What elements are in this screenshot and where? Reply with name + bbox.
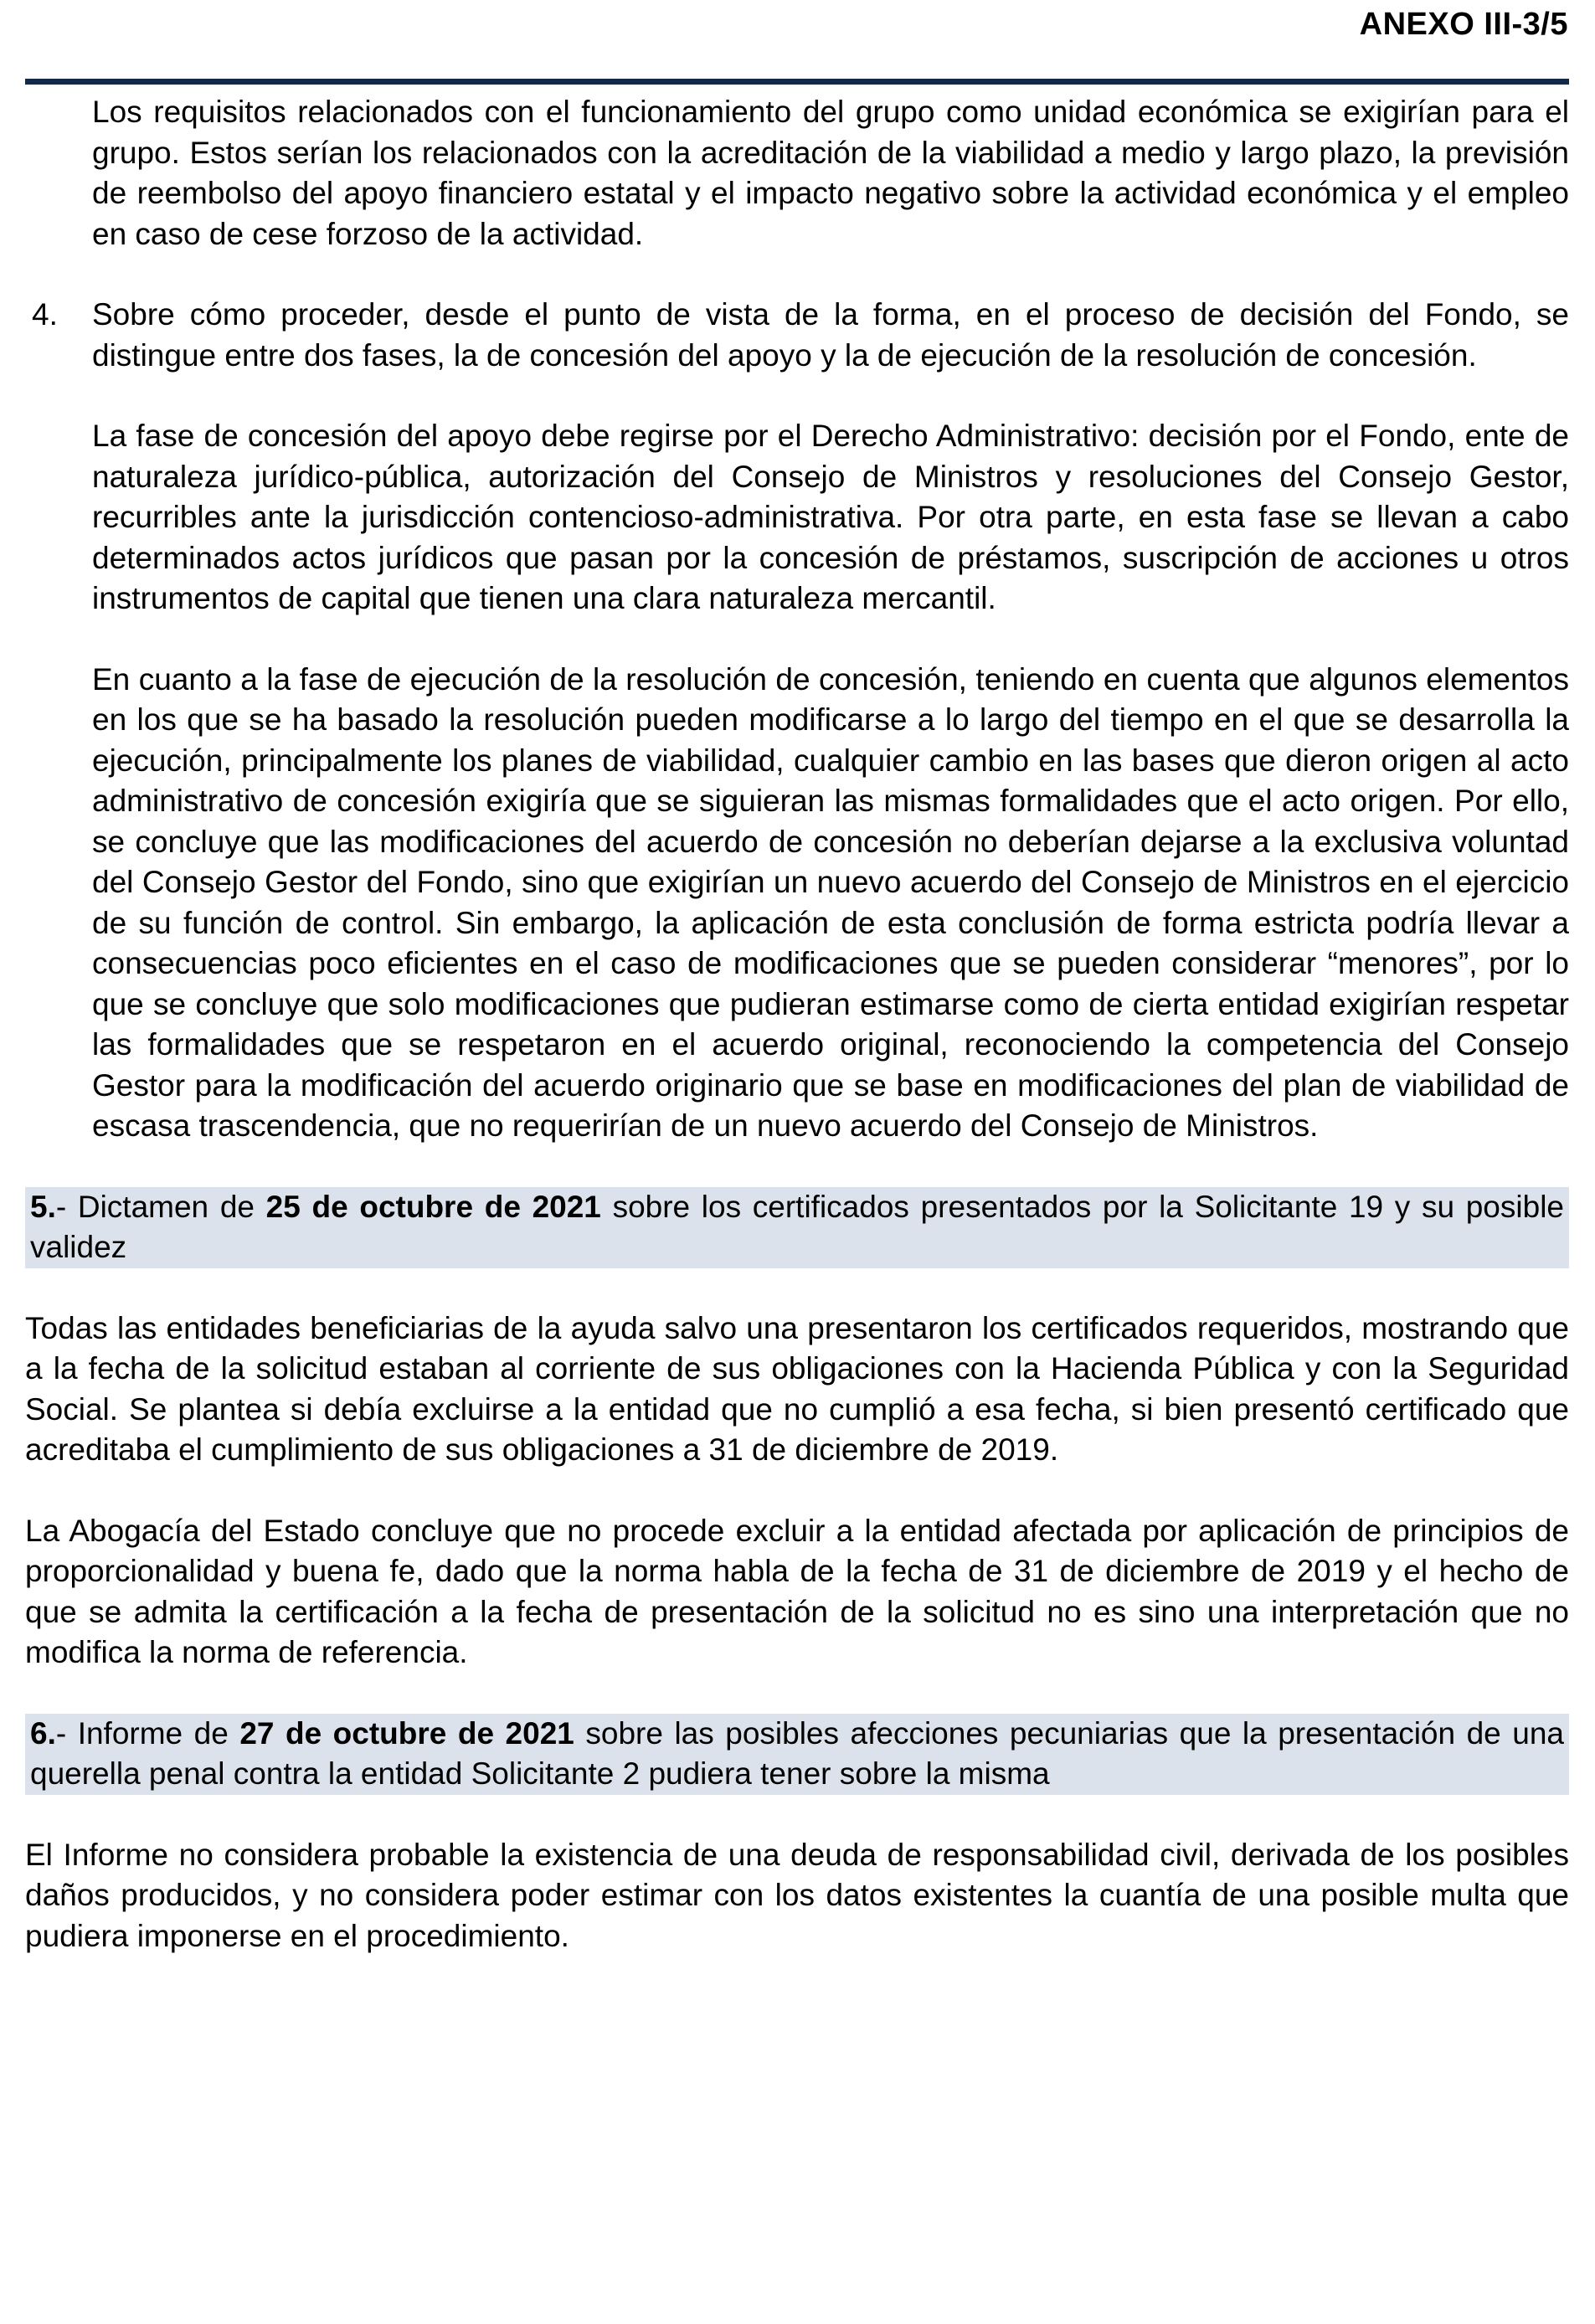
section-5-date: 25 de octubre de 2021 (265, 1189, 601, 1224)
section-5-number: 5. (30, 1189, 56, 1224)
header-divider (25, 79, 1569, 85)
section-5-heading (25, 1187, 1569, 1268)
section-6-paragraph-1: El Informe no considera probable la existencia de una deuda de responsabilidad civil, derivada de los posibles daños producidos, y no considera poder estimar con los datos existentes la cuantía de una posible multa que pudiera imponerse en el procedimiento. (25, 1837, 1569, 1953)
annex-code: ANEXO III-3/5 (1359, 7, 1568, 42)
section-5-paragraph-2: La Abogacía del Estado concluye que no procede excluir a la entidad afectada por aplicación de principios de proporcionalidad y buena fe, dado que la norma habla de la fecha de 31 de diciembre de 2019 y el hecho de que se admita la certificación a la fecha de presentación de la solicitud no es sino una interpretación que no modifica la norma de referencia. (25, 1513, 1569, 1669)
section-6-prefix: - Informe de (55, 1715, 240, 1751)
document-body (25, 92, 1569, 1956)
section-5-paragraph-1: Todas las entidades beneficiarias de la ayuda salvo una presentaron los certificados requeridos, mostrando que a la fecha de la solicitud estaban al corriente de sus obligaciones con la Hacienda Pública y con la Seguridad Social. Se plantea si debía excluirse a la entidad que no cumplió a esa fecha, si bien presentó certificado que acreditaba el cumplimiento de sus obligaciones a 31 de diciembre de 2019. (25, 1310, 1569, 1467)
section-5-prefix: - Dictamen de (55, 1189, 266, 1224)
item-4-paragraph-2: La fase de concesión del apoyo debe regirse por el Derecho Administrativo: decisión por el Fondo, ente de naturaleza jurídico-pública, autorización del Consejo de Ministros y resoluciones del Consejo Gestor, recurribles ante la jurisdicción contencioso-administrativa. Por otra parte, en esta fase se llevan a cabo determinados actos jurídicos que pasan por la concesión de préstamos, suscripción de acciones u otros instrumentos de capital que tienen una clara naturaleza mercantil. (92, 419, 1569, 615)
item-4-number: 4. (32, 297, 58, 332)
intro-paragraph: Los requisitos relacionados con el funcionamiento del grupo como unidad económica se exigirían para el grupo. Estos serían los relacionados con la acreditación de la viabilidad a medio y largo plazo, la previsión de reembolso del apoyo financiero estatal y el impacto negativo sobre la actividad económica y el empleo en caso de cese forzoso de la actividad. (92, 95, 1569, 251)
section-6-suffix: sobre las posibles afecciones pecuniarias que la presentación de una querella penal contra la entidad Solicitante 2 pudiera tener sobre la misma (30, 1715, 1564, 1791)
section-6-date: 27 de octubre de 2021 (239, 1715, 574, 1751)
item-4 (25, 295, 1569, 376)
section-6-heading (25, 1714, 1569, 1795)
section-5-suffix: sobre los certificados presentados por la Solicitante 19 y su posible validez (30, 1189, 1564, 1264)
item-4-text: Sobre cómo proceder, desde el punto de vista de la forma, en el proceso de decisión del Fondo, se distingue entre dos fases, la de concesión del apoyo y la de ejecución de la resolución de concesión. (92, 297, 1569, 373)
section-6-number: 6. (30, 1715, 56, 1751)
item-4-paragraph-3: En cuanto a la fase de ejecución de la resolución de concesión, teniendo en cuenta que algunos elementos en los que se ha basado la resolución pueden modificarse a lo largo del tiempo en el que se desarrolla la ejecución, principalmente los planes de viabilidad, cualquier cambio en las bases que dieron origen al acto administrativo de concesión exigiría que se siguieran las mismas formalidades que el acto origen. Por ello, se concluye que las modificaciones del acuerdo de concesión no deberían dejarse a la exclusiva voluntad del Consejo Gestor del Fondo, sino que exigirían un nuevo acuerdo del Consejo de Ministros en el ejercicio de su función de control. Sin embargo, la aplicación de esta conclusión de forma estricta podría llevar a consecuencias poco eficientes en el caso de modificaciones que se pueden considerar “menores”, por lo que se concluye que solo modificaciones que pudieran estimarse como de cierta entidad exigirían respetar las formalidades que se respetaron en el acuerdo original, reconociendo la competencia del Consejo Gestor para la modificación del acuerdo originario que se base en modificaciones del plan de viabilidad de escasa trascendencia, que no requerirían de un nuevo acuerdo del Consejo de Ministros. (92, 661, 1569, 1143)
